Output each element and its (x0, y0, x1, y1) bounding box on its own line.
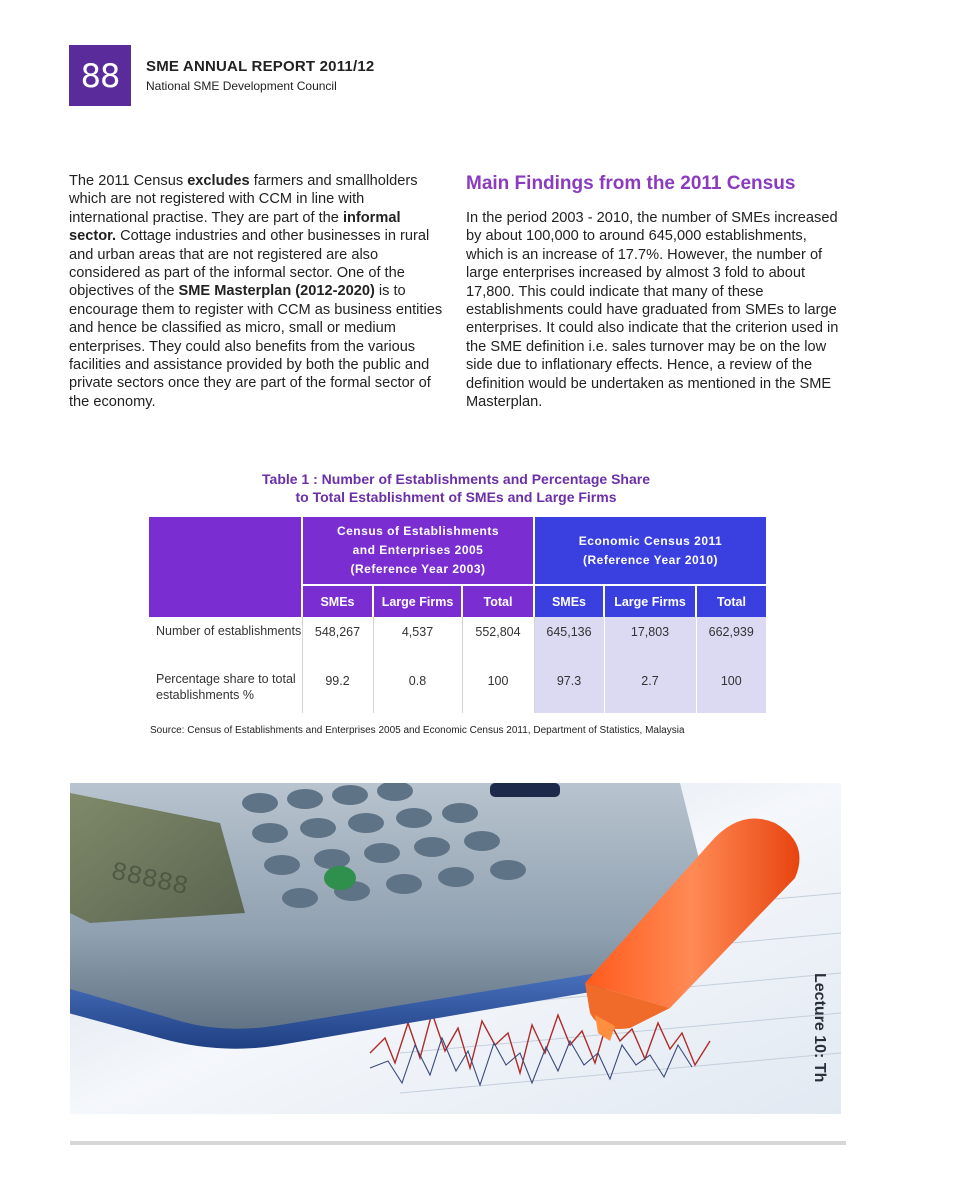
table-cell: 548,267 (302, 617, 373, 666)
establishments-table (149, 517, 766, 713)
calculator-photo (70, 783, 841, 1114)
footer-rule (70, 1141, 846, 1145)
svg-text:88888: 88888 (108, 856, 191, 903)
row-label: Percentage share to total establishments % (156, 672, 296, 702)
right-paragraph: In the period 2003 - 2010, the number of SMEs increased by about 100,000 to around 645,000 establishments, which is an increase of 17.7%. However, the number of large enterprises increased by almost 3 fold to about 17,800. This could indicate that many of these establishments could have graduated from SMEs to large enterprises. It could also indicate that the criterion used in the SME definition i.e. sales turnover may be on the low side due to inflationary effects. Hence, a review of the definition would be undertaken as mentioned in the SME Masterplan. (466, 210, 839, 411)
table-cell: 99.2 (302, 666, 373, 713)
table-cell: 0.8 (373, 666, 462, 713)
table-cell: 2.7 (604, 666, 696, 713)
table-source: Source: Census of Establishments and Enterprises 2005 and Economic Census 2011, Department of Statistics, Malaysia (150, 725, 685, 736)
calculator-photo-illustration (70, 783, 841, 1114)
group-header-2005: Census of Establishments and Enterprises 2005 (Reference Year 2003) (302, 517, 534, 585)
table-cell: 17,803 (604, 617, 696, 666)
left-column-text (69, 172, 447, 411)
table-title: Table 1 : Number of Establishments and Percentage Share to Total Establishment of SMEs and Large Firms (262, 471, 650, 505)
table-cell: 645,136 (534, 617, 604, 666)
table-cell: 552,804 (462, 617, 534, 666)
table-cell: 4,537 (373, 617, 462, 666)
page-number: 88 (69, 45, 131, 106)
row-label: Number of establishments (156, 624, 302, 638)
table-cell: 100 (462, 666, 534, 713)
table-row (149, 666, 766, 713)
table-corner-cell (149, 517, 302, 617)
table-cell: 97.3 (534, 666, 604, 713)
col-header: Large Firms (373, 585, 462, 617)
table-cell: 662,939 (696, 617, 766, 666)
left-paragraph: The 2011 Census excludes farmers and smallholders which are not registered with CCM in line with international practise. They are part of the informal sector. Cottage industries and other businesses in rural and urban areas that are not registered are also considered as part of the informal sector. One of the objectives of the SME Masterplan (2012-2020) is to encourage them to register with CCM as business entities and hence be classified as micro, small or medium enterprises. They could also benefits from the various facilities and assistance provided by both the public and private sectors once they are part of the formal sector of the economy. (69, 173, 443, 410)
svg-text:Lecture 10: Th: Lecture 10: Th (811, 973, 828, 1083)
col-header: Total (462, 585, 534, 617)
right-column (466, 172, 846, 411)
table-cell: 100 (696, 666, 766, 713)
report-title: SME ANNUAL REPORT 2011/12 (146, 58, 375, 75)
report-subtitle: National SME Development Council (146, 79, 337, 93)
col-header: SMEs (302, 585, 373, 617)
section-heading: Main Findings from the 2011 Census (466, 173, 796, 194)
col-header: Total (696, 585, 766, 617)
col-header: SMEs (534, 585, 604, 617)
group-header-2011: Economic Census 2011 (Reference Year 2010) (534, 517, 766, 585)
col-header: Large Firms (604, 585, 696, 617)
table-row (149, 617, 766, 666)
